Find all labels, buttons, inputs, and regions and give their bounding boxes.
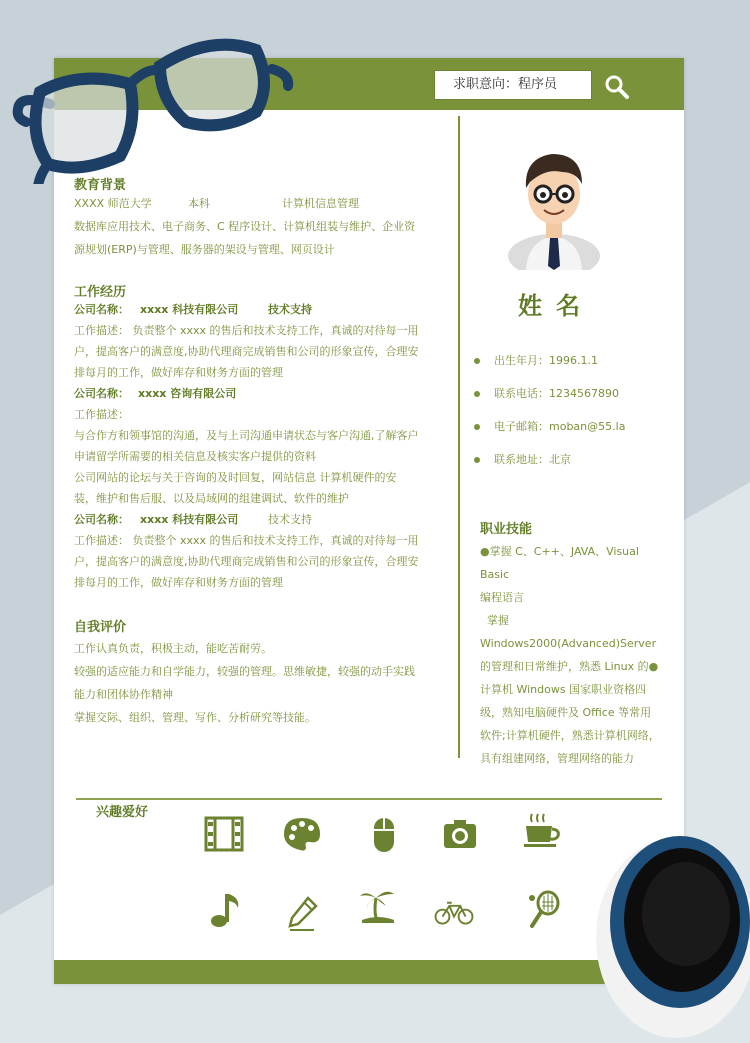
palm-tree-icon [358, 886, 398, 926]
self-eval-line1: 工作认真负责，积极主动，能吃苦耐劳。 [74, 642, 272, 655]
job3-desc-line2: 户，提高客户的满意度,协助代理商完成销售和公司的形象宣传，合理安 [74, 555, 419, 568]
music-note-icon [206, 890, 246, 930]
bullet-dot [474, 358, 480, 364]
skills-text [480, 540, 660, 770]
education-title: 教育背景 [74, 178, 127, 193]
bullet-dot [474, 424, 480, 430]
job1-desc-line1: 工作描述： 负责整个 xxxx 的售后和技术支持工作，真诚的对待每一用 [74, 324, 419, 337]
palette-icon [282, 814, 322, 854]
skills-line: 具有组建网络，管理网络的能力 [480, 752, 634, 765]
profile-address [474, 451, 571, 467]
camera-icon [440, 814, 480, 854]
profile-phone [474, 385, 619, 401]
job1-role: 技术支持 [268, 303, 312, 316]
job3-company-label: 公司名称： [74, 513, 129, 526]
hobbies-divider [76, 798, 662, 800]
glasses-icon [10, 14, 300, 184]
column-divider [458, 116, 460, 758]
skills-line: ●掌握 C、C++、JAVA、Visual Basic [480, 545, 639, 581]
skills-line: 掌握 [480, 614, 509, 627]
job1-company-label: 公司名称： [74, 303, 129, 316]
skills-line: 编程语言 [480, 591, 524, 604]
skills-line: 计算机 Windows 国家职业资格四 [480, 683, 647, 696]
job2-company-label: 公司名称： [74, 387, 129, 400]
job3-desc-line1: 工作描述： 负责整个 xxxx 的售后和技术支持工作，真诚的对待每一用 [74, 534, 419, 547]
profile-phone-text: 联系电话：1234567890 [494, 387, 619, 400]
job2-desc-line2: 申请留学所需要的相关信息及核实客户提供的资料 [74, 450, 316, 463]
job2-desc-label: 工作描述： [74, 408, 129, 421]
self-eval-line3: 能力和团体协作精神 [74, 688, 173, 701]
job-intent-box: 求职意向：程序员 [434, 70, 592, 100]
profile-email-text: 电子邮箱：moban@55.la [494, 420, 626, 433]
search-icon[interactable] [604, 74, 630, 100]
profile-name: 姓名 [518, 292, 594, 320]
avatar [506, 138, 602, 270]
footer-bar [54, 960, 684, 984]
bullet-dot [474, 457, 480, 463]
job1-desc-line3: 排每月的工作，做好库存和财务方面的管理 [74, 366, 283, 379]
job2-desc-line3: 公司网站的论坛与关于咨询的及时回复，网站信息 计算机硬件的安 [74, 471, 397, 484]
profile-address-text: 联系地址：北京 [494, 453, 571, 466]
job3-company: xxxx 科技有限公司 [140, 513, 239, 526]
job2-company: xxxx 咨询有限公司 [138, 387, 237, 400]
skills-line: 级，熟知电脑硬件及 Office 等常用 [480, 706, 652, 719]
coffee-cup-decoration [596, 818, 750, 1043]
job1-desc-line2: 户，提高客户的满意度,协助代理商完成销售和公司的形象宣传，合理安 [74, 345, 419, 358]
skills-line: 软件;计算机硬件，熟悉计算机网络， [480, 729, 660, 742]
self-eval-line2: 较强的适应能力和自学能力，较强的管理。思维敏捷，较强的动手实践 [74, 665, 415, 678]
self-eval-line4: 掌握交际、组织、管理、写作、分析研究等技能。 [74, 711, 316, 724]
bicycle-icon [434, 892, 474, 932]
mouse-icon [364, 814, 404, 854]
film-icon [204, 814, 244, 854]
job3-desc-line3: 排每月的工作，做好库存和财务方面的管理 [74, 576, 283, 589]
bullet-dot [474, 391, 480, 397]
profile-birth-text: 出生年月：1996.1.1 [494, 354, 598, 367]
work-title: 工作经历 [74, 285, 127, 300]
skills-title: 职业技能 [480, 522, 533, 537]
education-major: 计算机信息管理 [282, 197, 359, 210]
profile-email [474, 418, 625, 434]
tennis-icon [524, 890, 564, 930]
job2-desc-line4: 装，维护和售后服、以及局域网的组建调试、软件的维护 [74, 492, 349, 505]
coffee-icon [520, 810, 560, 850]
education-courses-line1: 数据库应用技术、电子商务、C 程序设计、计算机组装与维护、企业资 [74, 220, 416, 233]
education-courses-line2: 源规划(ERP)与管理、服务器的架设与管理、网页设计 [74, 243, 335, 256]
hobbies-title: 兴趣爱好 [96, 805, 149, 820]
job2-desc-line1: 与合作方和领事馆的沟通，及与上司沟通申请状态与客户沟通,了解客户 [74, 429, 419, 442]
skills-line: 的管理和日常维护，熟悉 Linux 的● [480, 660, 659, 673]
job1-company: xxxx 科技有限公司 [140, 303, 239, 316]
education-school: XXXX 师范大学 [74, 197, 152, 210]
education-degree: 本科 [188, 197, 210, 210]
self-eval-title: 自我评价 [74, 620, 127, 635]
skills-line: Windows2000(Advanced)Server [480, 637, 657, 650]
profile-birth [474, 352, 598, 368]
job3-role: 技术支持 [268, 513, 312, 526]
pencil-icon [284, 892, 324, 932]
